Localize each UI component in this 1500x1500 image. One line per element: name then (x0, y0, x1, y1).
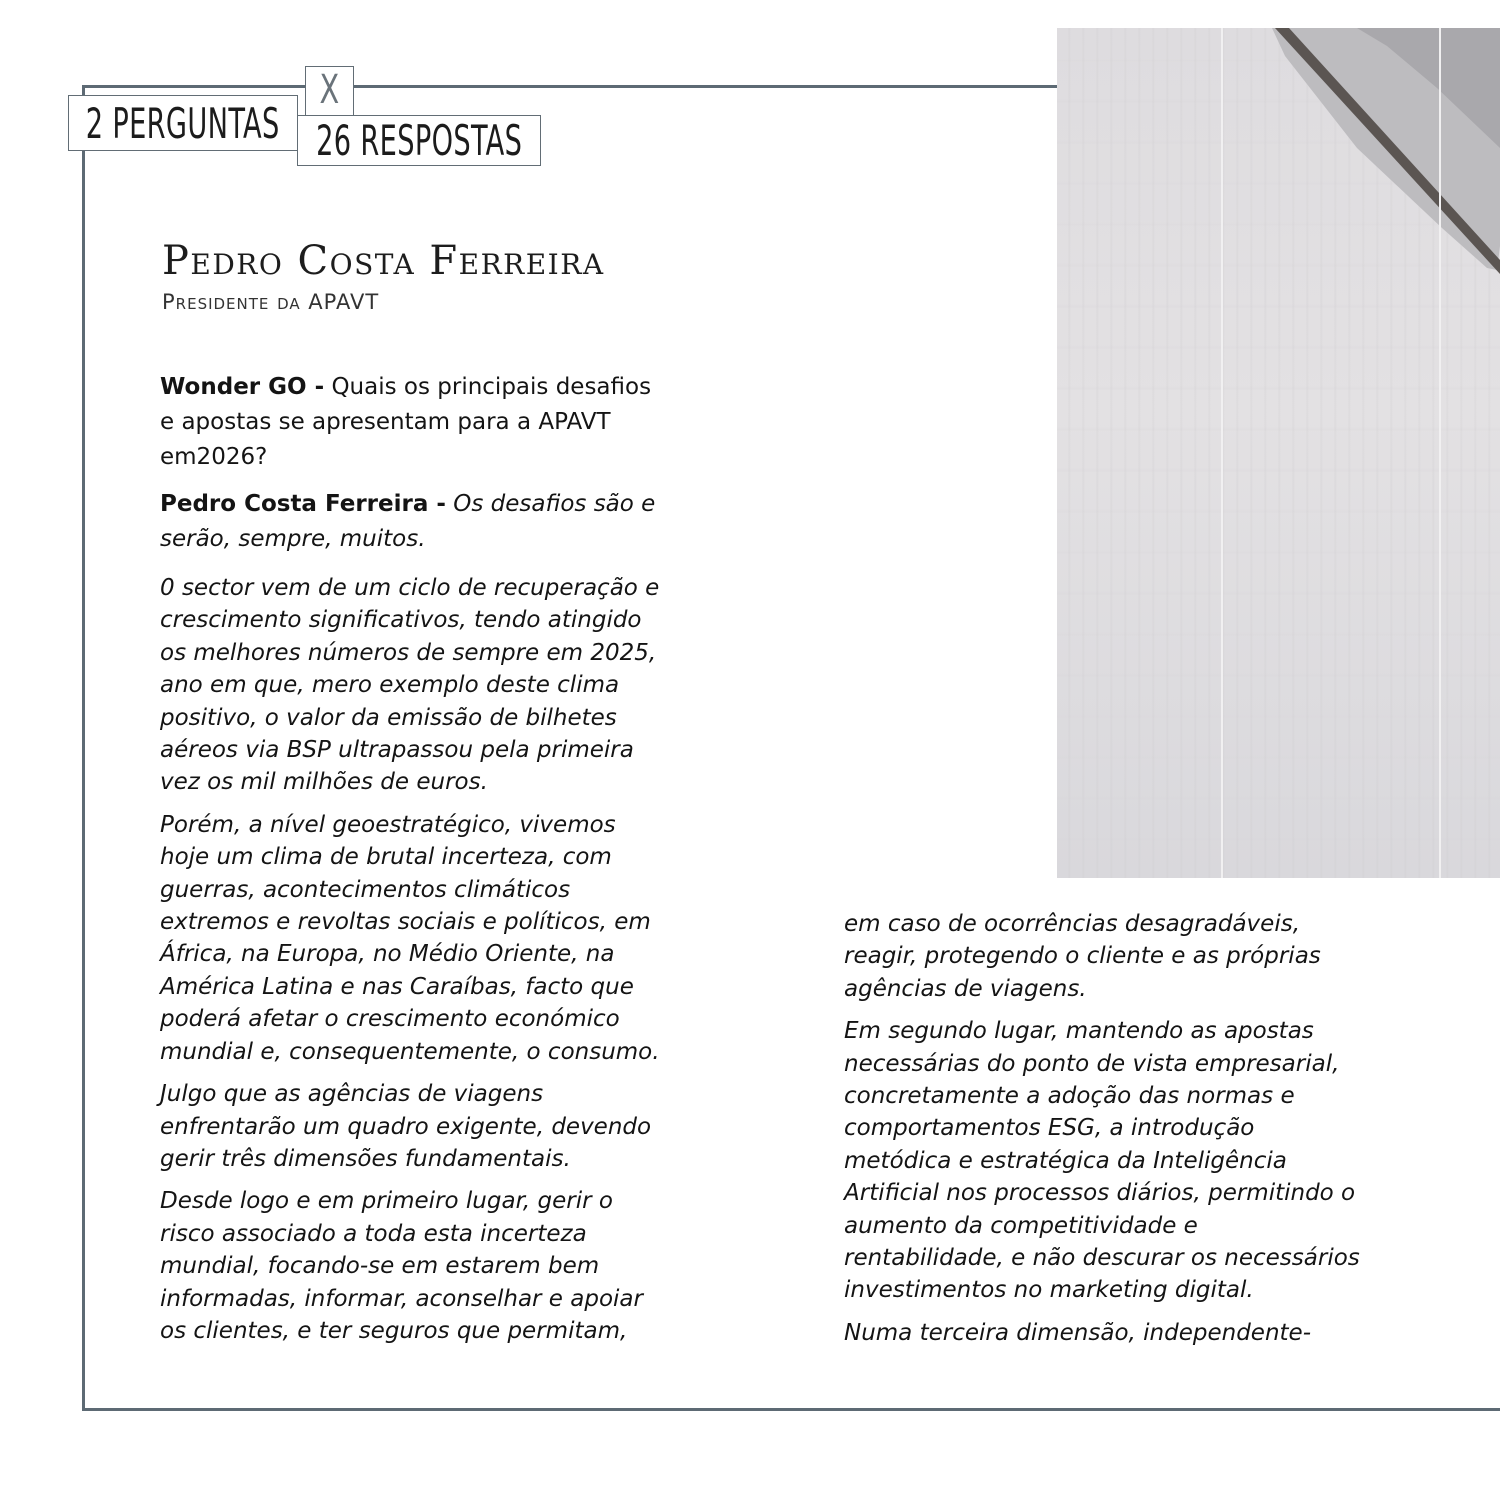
answer-label: Pedro Costa Ferreira - (160, 491, 446, 517)
answer-intro-text: Os desafios são e serão, sempre, muitos. (160, 491, 656, 552)
body-paragraph-text: Em segundo lugar, mantendo as apostas necessárias do ponto de vista empresarial, concretamente a adoção das normas e comportamentos ESG, a introdução metódica e estratégica da Inteligência Artificial nos processos diários, permitindo o aumento da competitividade e rentabilidade, e não descurar os necessários investimentos no marketing digital. (844, 1018, 1360, 1304)
body-paragraph (160, 1185, 670, 1347)
body-paragraph-continued (844, 1317, 1364, 1345)
question-label: Wonder GO - (160, 374, 325, 400)
header-photo (1057, 28, 1500, 878)
body-paragraph (844, 908, 1364, 1005)
article-column-left (160, 370, 670, 1357)
tag-x (305, 66, 354, 116)
body-paragraph (160, 572, 670, 799)
body-paragraph (160, 1078, 670, 1175)
body-paragraph (844, 1015, 1364, 1307)
answer-intro-paragraph (160, 487, 670, 557)
frame-top-rule (82, 85, 1057, 88)
body-paragraph (160, 809, 670, 1068)
body-paragraph-text: Numa terceira dimensão, independente- (844, 1319, 1311, 1345)
photo-shadow-band (1057, 28, 1500, 878)
tag-x-label: X (319, 67, 340, 113)
interviewee-name: Pedro Costa Ferreira (162, 238, 605, 284)
tag-perguntas-label: 2 PERGUNTAS (86, 98, 280, 148)
body-paragraph-text: Desde logo e em primeiro lugar, gerir o risco associado a toda esta incerteza mundial, focando-se em estarem bem informadas, informar, aconselhar e apoiar os clientes, e ter seguros que permitam, (160, 1188, 643, 1344)
tag-respostas-label: 26 RESPOSTAS (315, 116, 523, 165)
body-paragraph-text: em caso de ocorrências desagradáveis, reagir, protegendo o cliente e as próprias agências de viagens. (844, 911, 1321, 1002)
body-paragraph-text: 0 sector vem de um ciclo de recuperação e crescimento significativos, tendo atingido os melhores números de sempre em 2025, ano em que, mero exemplo deste clima positivo, o valor da emissão de bilhetes aéreos via BSP ultrapassou pela primeira vez os mil milhões de euros. (160, 575, 660, 796)
tag-respostas (297, 115, 541, 166)
body-paragraph-text: Julgo que as agências de viagens enfrentarão um quadro exigente, devendo gerir três dimensões fundamentais. (160, 1081, 652, 1172)
photo-panel-seam (1439, 28, 1441, 878)
body-paragraph-text: Porém, a nível geoestratégico, vivemos hoje um clima de brutal incerteza, com guerras, acontecimentos climáticos extremos e revoltas sociais e políticos, em África, na Europa, no Médio Oriente, na América Latina e nas Caraíbas, facto que poderá afetar o crescimento económico mundial e, consequentemente, o consumo. (160, 811, 660, 1065)
photo-panel-seam (1221, 28, 1223, 878)
frame-left-rule (82, 85, 85, 1411)
tag-perguntas (68, 95, 298, 151)
question-paragraph (160, 370, 670, 475)
interviewee-role: Presidente da APAVT (162, 290, 380, 314)
question-text: Quais os principais desafios e apostas se apresentam para a APAVT em2026? (160, 374, 652, 470)
frame-bottom-rule (82, 1408, 1500, 1411)
article-column-right (844, 908, 1364, 1345)
